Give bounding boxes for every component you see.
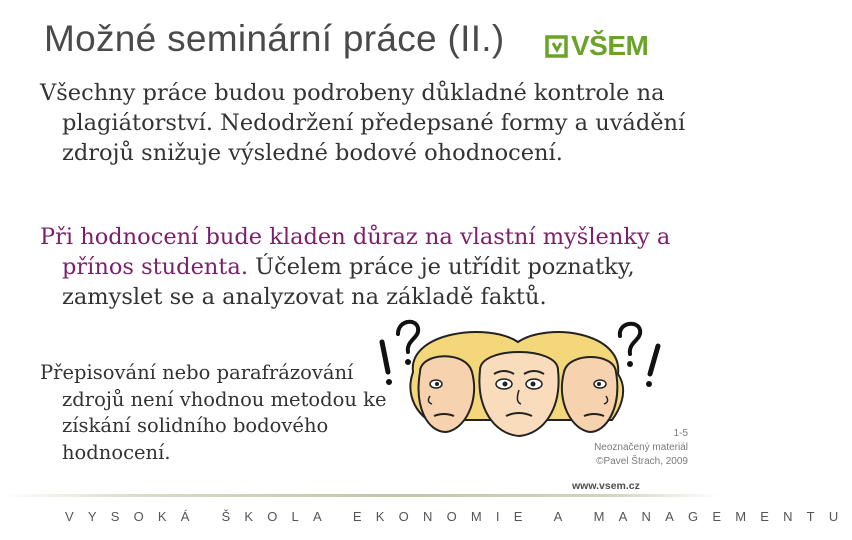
footer-url: www.vsem.cz xyxy=(572,480,640,492)
vsem-logo-icon xyxy=(545,34,569,58)
paragraph-plagiarism: Všechny práce budou podrobeny důkladné kontrole na plagiátorství. Nedodržení předepsané formy a uvádění zdrojů snižuje výsledné bodové ohodnocení. xyxy=(40,80,686,166)
vsem-logo xyxy=(545,30,648,62)
credit-material: Neoznačený materiál xyxy=(594,442,688,453)
paragraph-evaluation-highlight: Při hodnocení bude kladen důraz na vlastní myšlenky a přínos studenta. xyxy=(40,224,671,280)
slide-number: 1-5 xyxy=(673,428,688,439)
footer-school-name: VYSOKÁ ŠKOLA EKONOMIE A MANAGEMENTU xyxy=(65,509,852,524)
paragraph-evaluation xyxy=(40,222,722,312)
paragraph-evaluation-rest: Účelem práce je utřídit poznatky, zamyslet se a analyzovat na základě faktů. xyxy=(62,254,635,310)
footer-divider xyxy=(0,494,720,497)
page-title: Možné seminární práce (II.) xyxy=(44,18,505,59)
slide-credits xyxy=(594,427,688,469)
credit-author: ©Pavel Štrach, 2009 xyxy=(596,456,688,467)
paragraph-paraphrasing: Přepisování nebo parafrázování zdrojů není vhodnou metodou ke získání solidního bodového hodnocení. xyxy=(40,361,387,464)
logo-text: VŠEM xyxy=(571,30,649,61)
